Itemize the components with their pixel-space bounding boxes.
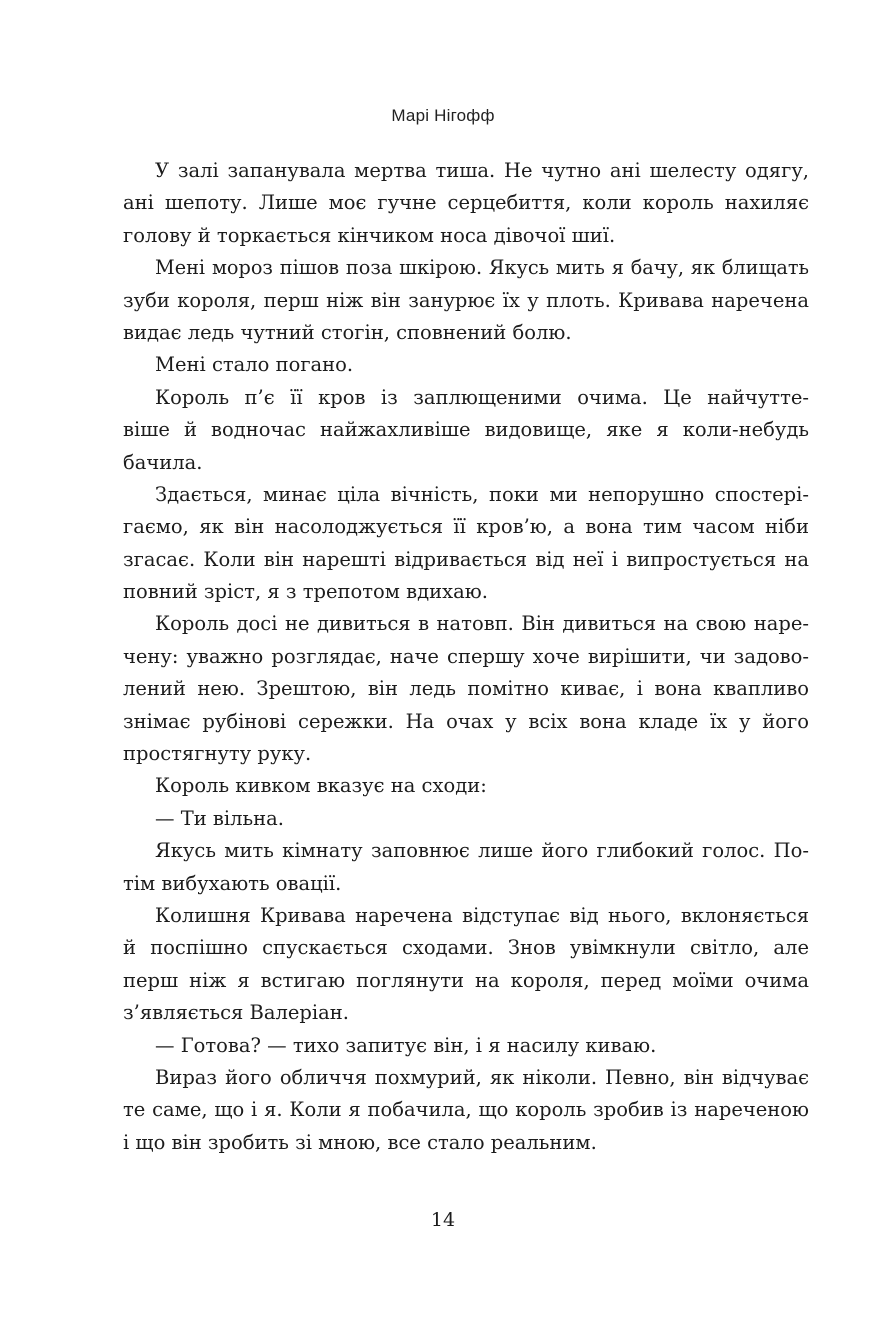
paragraph-line: — Готова? — тихо запитує він, і я насилу киваю. [155,1033,657,1057]
paragraph-line: гаємо, як він насолоджується її кров’ю, а вона тим часом ніби [123,515,809,539]
paragraph-line: — Ти вільна. [155,806,284,830]
paragraph-line: бачила. [123,450,203,474]
paragraph-line: чену: уважно розглядає, наче спершу хоче вирішити, чи задово- [123,644,809,668]
paragraph-line: видає ледь чутний стогін, сповнений болю. [123,320,572,344]
paragraph-line: перш ніж я встигаю поглянути на короля, перед моїми очима [123,968,809,992]
running-head-author: Марі Нігофф [391,106,495,125]
paragraph-line: ані шепоту. Лише моє гучне серцебиття, коли король нахиляє [123,191,809,215]
paragraph-line: знімає рубінові сережки. На очах у всіх вона кладе їх у його [123,709,809,733]
paragraph-line: голову й торкається кінчиком носа дівочої шиї. [123,223,616,247]
paragraph-line: Король досі не дивиться в натовп. Він дивиться на свою наре- [155,612,809,636]
paragraph-line: віше й водночас найжахливіше видовище, яке я коли-небудь [123,418,809,442]
paragraph-line: те саме, що і я. Коли я побачила, що король зробив із нареченою [123,1098,809,1122]
paragraph-line: Мені мороз пішов поза шкірою. Якусь мить я бачу, як блищать [155,256,809,280]
paragraph-line: повний зріст, я з трепотом вдихаю. [123,580,488,604]
paragraph-line: Здається, минає ціла вічність, поки ми непорушно спостері- [155,482,809,506]
paragraph-line: і що він зробить зі мною, все стало реальним. [123,1130,597,1154]
paragraph-line: Колишня Кривава наречена відступає від нього, вклоняється [155,903,809,927]
paragraph-line: простягнуту руку. [123,742,312,766]
paragraph-line: лений нею. Зрештою, він ледь помітно киває, і вона квапливо [123,677,809,701]
page-number: 14 [430,1209,456,1231]
paragraph-line: У залі запанувала мертва тиша. Не чутно ані шелесту одягу, [155,159,809,182]
paragraph-line: й поспішно спускається сходами. Знов увімкнули світло, але [123,936,809,960]
paragraph-line: зуби короля, перш ніж він занурює їх у плоть. Кривава наречена [123,288,809,312]
paragraph-line: Король кивком вказує на сходи: [155,774,487,798]
paragraph-line: тім вибухають овації. [123,871,342,895]
paragraph-line: Вираз його обличчя похмурий, як ніколи. Певно, він відчуває [155,1065,809,1089]
paragraph-line: Мені стало погано. [155,353,354,377]
paragraph-line: Якусь мить кімнату заповнює лише його глибокий голос. По- [155,839,809,863]
paragraph-line: з’являється Валеріан. [123,1001,349,1025]
body-text [123,155,809,1159]
paragraph-line: Король п’є її кров із заплющеними очима. Це найчутте- [155,385,809,409]
paragraph-line: згасає. Коли він нарешті відривається від неї і випростується на [123,547,809,571]
